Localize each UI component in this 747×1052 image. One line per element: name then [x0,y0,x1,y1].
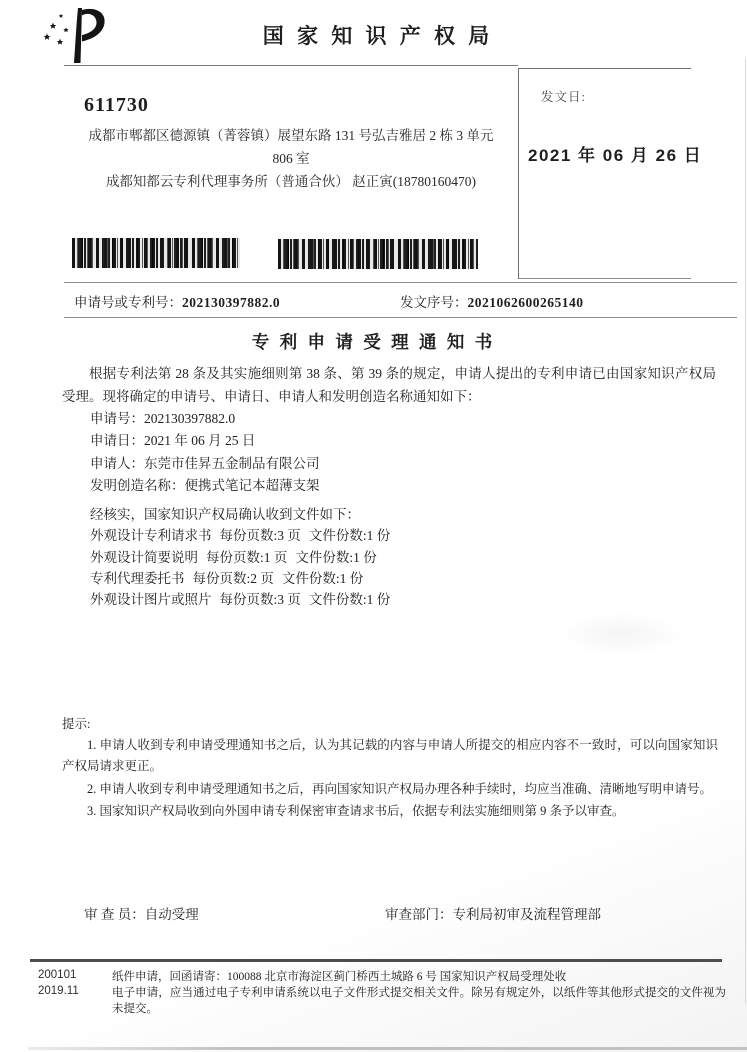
footer-electronic-line: 电子申请，应当通过电子专利申请系统以电子文件形式提交相关文件。除另有规定外，以纸件等其他形式提交的文件视为未提交。 [112,987,726,1015]
field-value: 202130397882.0 [144,411,236,426]
document-row [90,524,398,544]
header-rule [64,65,518,66]
note-item: 2. 申请人收到专利申请受理通知书之后，再向国家知识产权局办理各种手续时，均应当准确、清晰地写明申请号。 [87,782,713,796]
form-date: 2019.11 [38,985,79,997]
document-name: 外观设计专利请求书 [90,528,212,543]
page-edge-right [745,58,746,1003]
document-name: 外观设计图片或照片 [90,592,212,607]
examiner-value: 自动受理 [144,907,199,922]
document-pages: 每份页数:1 页 [206,550,288,565]
cnipa-logo-icon [36,6,116,66]
document-name: 专利代理委托书 [90,571,185,586]
dispatch-date-box [518,68,703,279]
dispatch-number-value: 2021062600265140 [467,295,584,310]
document-copies: 文件份数:1 份 [308,528,391,543]
notice-intro: 根据专利法第 28 条及其实施细则第 38 条、第 39 条的规定，申请人提出的专利申请已由国家知识产权局受理。现将确定的申请号、申请日、申请人和发明创造名称通知如下： [62,366,716,404]
department-label: 审查部门： [385,907,453,922]
field-application-number [90,407,235,427]
department-value: 专利局初审及流程管理部 [452,907,601,922]
document-row [90,588,398,608]
document-copies: 文件份数:1 份 [308,592,391,607]
agency-title: 国 家 知 识 产 权 局 [262,24,494,48]
field-value: 便携式笔记本超薄支架 [184,478,320,493]
footer-rule [30,959,722,962]
scan-smudge [556,612,686,656]
reference-rule-top [64,282,737,283]
document-row [90,567,371,587]
department-row [385,903,601,923]
document-copies: 文件份数:1 份 [281,571,364,586]
barcode-icon [72,238,240,268]
note-item: 1. 申请人收到专利申请受理通知书之后，认为其记载的内容与申请人所提交的相应内容不一致时，可以向国家知识产权局请求更正。 [62,738,718,773]
document-row [90,546,385,566]
dispatch-date-value: 2021 年 06 月 26 日 [528,146,703,165]
dispatch-date-label: 发文日: [541,90,586,104]
document-name: 外观设计简要说明 [90,550,198,565]
note-item: 3. 国家知识产权局收到向外国申请专利保密审查请求书后，依据专利法实施细则第 9 条予以审查。 [87,804,625,818]
field-invention-title [90,474,320,494]
dispatch-number-row [400,291,584,311]
document-copies: 文件份数:1 份 [295,550,377,565]
footer-paper-line: 纸件申请，回函请寄：100088 北京市海淀区蓟门桥西土城路 6 号 国家知识产权局受理处收 [112,971,567,983]
field-label: 申请日： [90,433,144,448]
field-value: 东莞市佳昇五金制品有限公司 [144,456,320,471]
recipient-address [60,124,522,193]
address-line-1: 成都市郫都区德源镇（菁蓉镇）展望东路 131 号弘吉雅居 2 栋 3 单元 [88,128,494,143]
application-number-value: 202130397882.0 [182,295,281,310]
examiner-label: 审 查 员： [84,907,145,922]
postal-code: 611730 [84,94,149,116]
document-pages: 每份页数:3 页 [219,592,301,607]
field-applicant [90,452,320,472]
address-line-2: 806 室 [272,151,310,166]
page-edge-bottom [28,1047,747,1050]
field-label: 发明创造名称： [90,478,185,493]
agent-line: 成都知都云专利代理事务所（普通合伙） 赵正寅(18780160470) [105,174,477,189]
reference-rule-bottom [64,317,737,318]
field-value: 2021 年 06 月 25 日 [144,433,256,448]
notice-title: 专 利 申 请 受 理 通 知 书 [251,332,496,352]
dispatch-number-label: 发文序号： [400,295,468,310]
document-pages: 每份页数:3 页 [219,528,301,543]
application-number-row [74,291,280,311]
field-filing-date [90,429,255,449]
notes-label: 提示: [62,717,91,731]
field-label: 申请号： [90,411,144,426]
barcode-icon [278,239,478,269]
form-code: 200101 [38,969,77,981]
confirmation-line: 经核实，国家知识产权局确认收到文件如下： [90,507,360,522]
field-label: 申请人： [90,456,144,471]
application-number-label: 申请号或专利号： [74,295,182,310]
document-pages: 每份页数:2 页 [192,571,274,586]
examiner-row [84,903,199,923]
